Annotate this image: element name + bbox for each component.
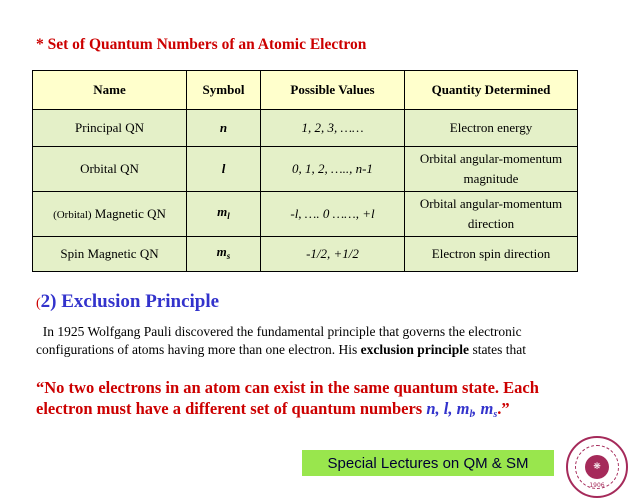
header-quantity-determined: Quantity Determined xyxy=(405,71,578,110)
cell-symbol xyxy=(187,192,261,237)
footer-label: Special Lectures on QM & SM xyxy=(327,454,529,472)
header-symbol: Symbol xyxy=(187,71,261,110)
table-row xyxy=(33,110,578,147)
cell-name xyxy=(33,192,187,237)
seal-emblem-icon: ❋ xyxy=(585,455,609,479)
table-row xyxy=(33,237,578,272)
cell-quantity: Electron energy xyxy=(405,110,578,147)
cell-values: 0, 1, 2, ….., n-1 xyxy=(261,147,405,192)
quantum-numbers-table xyxy=(32,70,578,272)
paragraph-bold-term: exclusion principle xyxy=(360,342,470,357)
paragraph-text-1: In 1925 Wolfgang Pauli discovered the fundamental principle that governs the electronic configurations of atoms having more than one electron. His xyxy=(36,324,522,357)
header-possible-values: Possible Values xyxy=(261,71,405,110)
symbol-subscript: s xyxy=(226,251,231,261)
seal-year: 1906 xyxy=(589,482,605,489)
university-seal-logo xyxy=(566,436,628,498)
cell-symbol: n xyxy=(187,110,261,147)
cell-values: 1, 2, 3, …… xyxy=(261,110,405,147)
cell-quantity: Orbital angular-momentum magnitude xyxy=(405,147,578,192)
cell-values: -1/2, +1/2 xyxy=(261,237,405,272)
cell-name: Orbital QN xyxy=(33,147,187,192)
paragraph-text-2: states that xyxy=(469,342,527,357)
cell-name: Principal QN xyxy=(33,110,187,147)
cell-symbol xyxy=(187,237,261,272)
section-heading xyxy=(36,291,219,313)
section-title: 2) Exclusion Principle xyxy=(40,291,220,312)
symbol-main: m xyxy=(217,204,228,219)
quote-symbols-main: n, l, m xyxy=(426,399,470,418)
slide-title: * Set of Quantum Numbers of an Atomic Electron xyxy=(36,36,367,53)
footer-banner xyxy=(302,450,554,476)
cell-quantity: Electron spin direction xyxy=(405,237,578,272)
quote-symbols-sep: , m xyxy=(472,399,494,418)
slide-left-edge xyxy=(0,0,4,479)
cell-symbol: l xyxy=(187,147,261,192)
section-paren: ( xyxy=(36,296,41,311)
cell-name-prefix: (Orbital) xyxy=(53,208,92,221)
quote-sub-s: s xyxy=(493,409,498,420)
cell-name-main: Magnetic QN xyxy=(94,205,166,221)
table-row xyxy=(33,192,578,237)
cell-name: Spin Magnetic QN xyxy=(33,237,187,272)
quote-symbols xyxy=(426,399,497,418)
quote-text: “No two electrons in an atom can exist in the same quantum state. Each electron must have a different set of quantum numbers xyxy=(36,378,539,418)
quote-end: .” xyxy=(497,399,510,418)
cell-values: -l, …. 0 ……, +l xyxy=(261,192,405,237)
cell-quantity: Orbital angular-momentum direction xyxy=(405,192,578,237)
symbol-subscript: l xyxy=(227,211,230,221)
table-header-row xyxy=(33,71,578,110)
header-name: Name xyxy=(33,71,187,110)
exclusion-principle-quote xyxy=(36,377,596,425)
body-paragraph xyxy=(36,323,591,359)
table-row xyxy=(33,147,578,192)
quote-sub-l: l xyxy=(469,409,473,420)
symbol-main: m xyxy=(216,244,227,259)
